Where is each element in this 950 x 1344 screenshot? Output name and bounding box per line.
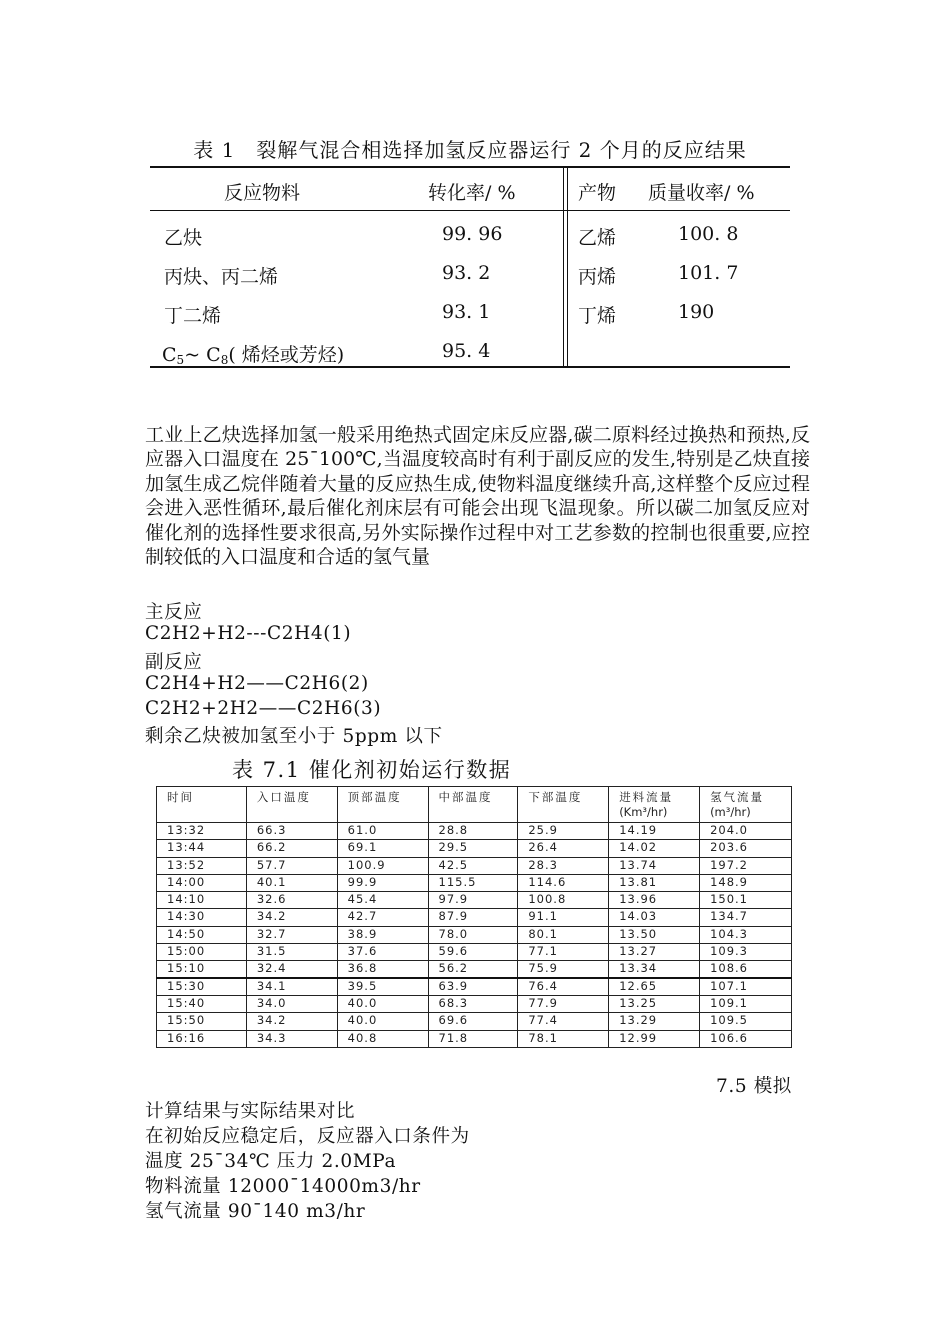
side-reaction-equation-1: C2H4+H2——C2H6(2) bbox=[145, 673, 369, 694]
feed-flow-unit: (Km³/hr) bbox=[619, 805, 668, 819]
cell-bottom-temp: 28.3 bbox=[518, 857, 609, 874]
reactant-conversion: 95. 4 bbox=[442, 340, 491, 362]
cell-middle-temp: 87.9 bbox=[428, 909, 518, 926]
reactant-name: 丁二烯 bbox=[164, 305, 222, 327]
cell-inlet-temp: 31.5 bbox=[246, 944, 337, 961]
table1-header-rule bbox=[150, 210, 790, 211]
product-name: 乙烯 bbox=[578, 227, 617, 249]
cell-time: 14:50 bbox=[157, 926, 247, 943]
table-row bbox=[157, 961, 792, 978]
table1-caption: 表 1 裂解气混合相选择加氢反应器运行 2 个月的反应结果 bbox=[193, 138, 747, 162]
cell-time: 13:32 bbox=[157, 823, 247, 840]
cell-top-temp: 99.9 bbox=[337, 874, 428, 891]
cell-middle-temp: 78.0 bbox=[428, 926, 518, 943]
section-number-title: 7.5 模拟 bbox=[716, 1076, 792, 1097]
cell-feed-flow: 13.29 bbox=[609, 1013, 700, 1030]
cell-bottom-temp: 78.1 bbox=[518, 1030, 609, 1047]
header-bottom-temp: 下部温度 bbox=[518, 787, 609, 823]
product-name: 丁烯 bbox=[578, 305, 617, 327]
cell-time: 14:00 bbox=[157, 874, 247, 891]
cell-top-temp: 40.0 bbox=[337, 995, 428, 1012]
section-title-continuation: 计算结果与实际结果对比 bbox=[145, 1101, 356, 1122]
cell-inlet-temp: 32.7 bbox=[246, 926, 337, 943]
table-row bbox=[157, 874, 792, 891]
cell-bottom-temp: 76.4 bbox=[518, 978, 609, 995]
cell-top-temp: 37.6 bbox=[337, 944, 428, 961]
cell-inlet-temp: 32.4 bbox=[246, 961, 337, 978]
cell-feed-flow: 13.81 bbox=[609, 874, 700, 891]
cell-middle-temp: 28.8 bbox=[428, 823, 518, 840]
c8-subscript: 8 bbox=[220, 353, 229, 367]
main-reaction-label: 主反应 bbox=[145, 602, 203, 623]
header-material: 反应物料 bbox=[224, 182, 301, 204]
header-yield: 质量收率/ % bbox=[648, 182, 755, 204]
c5-subscript: 5 bbox=[176, 353, 185, 367]
hydrogen-flow-line: 氢气流量 90¯140 m3/hr bbox=[145, 1201, 366, 1222]
cell-feed-flow: 13.74 bbox=[609, 857, 700, 874]
cell-h2-flow: 109.3 bbox=[700, 944, 792, 961]
cell-bottom-temp: 77.1 bbox=[518, 944, 609, 961]
cell-bottom-temp: 77.9 bbox=[518, 995, 609, 1012]
cell-feed-flow: 12.65 bbox=[609, 978, 700, 995]
reactant-conversion: 93. 2 bbox=[442, 262, 491, 284]
header-inlet-temp: 入口温度 bbox=[246, 787, 337, 823]
cell-time: 15:10 bbox=[157, 961, 247, 978]
cell-time: 15:40 bbox=[157, 995, 247, 1012]
cell-bottom-temp: 25.9 bbox=[518, 823, 609, 840]
cell-feed-flow: 13.50 bbox=[609, 926, 700, 943]
cell-middle-temp: 97.9 bbox=[428, 892, 518, 909]
cell-inlet-temp: 34.1 bbox=[246, 978, 337, 995]
cell-time: 15:30 bbox=[157, 978, 247, 995]
product-yield: 190 bbox=[678, 301, 715, 323]
cell-middle-temp: 115.5 bbox=[428, 874, 518, 891]
table-row bbox=[157, 944, 792, 961]
table-header-row bbox=[157, 787, 792, 823]
tilde-c: ~ C bbox=[184, 344, 221, 366]
cell-h2-flow: 109.5 bbox=[700, 1013, 792, 1030]
cell-bottom-temp: 26.4 bbox=[518, 840, 609, 857]
cell-middle-temp: 56.2 bbox=[428, 961, 518, 978]
reactant-name: 丙炔、丙二烯 bbox=[164, 266, 279, 288]
table-row bbox=[157, 909, 792, 926]
cell-middle-temp: 29.5 bbox=[428, 840, 518, 857]
table-row bbox=[157, 926, 792, 943]
cell-feed-flow: 14.03 bbox=[609, 909, 700, 926]
cell-feed-flow: 14.02 bbox=[609, 840, 700, 857]
table1-top-rule bbox=[150, 166, 790, 168]
product-yield: 100. 8 bbox=[678, 223, 739, 245]
cell-middle-temp: 63.9 bbox=[428, 978, 518, 995]
reactant-name-c5-c8 bbox=[162, 340, 344, 367]
table-row bbox=[157, 840, 792, 857]
header-feed-flow bbox=[609, 787, 700, 823]
catalyst-data-table bbox=[156, 786, 792, 1048]
cell-bottom-temp: 80.1 bbox=[518, 926, 609, 943]
cell-top-temp: 40.0 bbox=[337, 1013, 428, 1030]
c5-symbol: C bbox=[162, 344, 177, 366]
table1 bbox=[150, 166, 790, 370]
h2-flow-unit: (m³/hr) bbox=[710, 805, 751, 819]
table-row bbox=[157, 978, 792, 995]
cell-h2-flow: 197.2 bbox=[700, 857, 792, 874]
header-time: 时间 bbox=[157, 787, 247, 823]
side-reaction-label: 副反应 bbox=[145, 652, 203, 673]
header-h2-flow bbox=[700, 787, 792, 823]
cell-inlet-temp: 66.3 bbox=[246, 823, 337, 840]
cell-top-temp: 69.1 bbox=[337, 840, 428, 857]
header-conversion: 转化率/ % bbox=[428, 182, 516, 204]
cell-time: 16:16 bbox=[157, 1030, 247, 1047]
cell-time: 15:50 bbox=[157, 1013, 247, 1030]
table-row bbox=[157, 995, 792, 1012]
cell-feed-flow: 12.99 bbox=[609, 1030, 700, 1047]
cell-top-temp: 42.7 bbox=[337, 909, 428, 926]
cell-h2-flow: 148.9 bbox=[700, 874, 792, 891]
side-reaction-equation-2: C2H2+2H2——C2H6(3) bbox=[145, 698, 382, 719]
cell-time: 13:52 bbox=[157, 857, 247, 874]
cell-middle-temp: 59.6 bbox=[428, 944, 518, 961]
cell-inlet-temp: 34.2 bbox=[246, 909, 337, 926]
cell-feed-flow: 14.19 bbox=[609, 823, 700, 840]
product-name: 丙烯 bbox=[578, 266, 617, 288]
cell-inlet-temp: 34.3 bbox=[246, 1030, 337, 1047]
cell-time: 14:10 bbox=[157, 892, 247, 909]
cell-middle-temp: 71.8 bbox=[428, 1030, 518, 1047]
cell-h2-flow: 109.1 bbox=[700, 995, 792, 1012]
product-yield: 101. 7 bbox=[678, 262, 739, 284]
reactant-conversion: 93. 1 bbox=[442, 301, 491, 323]
c5-c8-desc: ( 烯烃或芳烃) bbox=[228, 344, 345, 366]
cell-bottom-temp: 77.4 bbox=[518, 1013, 609, 1030]
cell-h2-flow: 106.6 bbox=[700, 1030, 792, 1047]
cell-inlet-temp: 40.1 bbox=[246, 874, 337, 891]
reactant-conversion: 99. 96 bbox=[442, 223, 503, 245]
cell-top-temp: 100.9 bbox=[337, 857, 428, 874]
feed-flow-line: 物料流量 12000¯14000m3/hr bbox=[145, 1176, 421, 1197]
cell-top-temp: 40.8 bbox=[337, 1030, 428, 1047]
cell-top-temp: 36.8 bbox=[337, 961, 428, 978]
feed-flow-label: 进料流量 bbox=[619, 790, 674, 804]
cell-h2-flow: 134.7 bbox=[700, 909, 792, 926]
table-row bbox=[157, 823, 792, 840]
cell-inlet-temp: 32.6 bbox=[246, 892, 337, 909]
cell-middle-temp: 42.5 bbox=[428, 857, 518, 874]
inlet-conditions-intro: 在初始反应稳定后，反应器入口条件为 bbox=[145, 1126, 470, 1147]
cell-h2-flow: 108.6 bbox=[700, 961, 792, 978]
cell-feed-flow: 13.34 bbox=[609, 961, 700, 978]
cell-top-temp: 39.5 bbox=[337, 978, 428, 995]
table-row bbox=[157, 1013, 792, 1030]
table-body bbox=[157, 823, 792, 1048]
cell-h2-flow: 107.1 bbox=[700, 978, 792, 995]
temperature-pressure-line: 温度 25¯34℃ 压力 2.0MPa bbox=[145, 1151, 397, 1172]
header-product: 产物 bbox=[578, 182, 617, 204]
reactant-name: 乙炔 bbox=[164, 227, 203, 249]
cell-bottom-temp: 91.1 bbox=[518, 909, 609, 926]
cell-bottom-temp: 100.8 bbox=[518, 892, 609, 909]
cell-inlet-temp: 57.7 bbox=[246, 857, 337, 874]
main-reaction-equation: C2H2+H2---C2H4(1) bbox=[145, 623, 352, 644]
cell-inlet-temp: 34.0 bbox=[246, 995, 337, 1012]
cell-top-temp: 38.9 bbox=[337, 926, 428, 943]
cell-inlet-temp: 34.2 bbox=[246, 1013, 337, 1030]
residual-acetylene-note: 剩余乙炔被加氢至小于 5ppm 以下 bbox=[145, 726, 443, 747]
cell-time: 13:44 bbox=[157, 840, 247, 857]
cell-h2-flow: 150.1 bbox=[700, 892, 792, 909]
cell-inlet-temp: 66.2 bbox=[246, 840, 337, 857]
cell-top-temp: 61.0 bbox=[337, 823, 428, 840]
table-row bbox=[157, 1030, 792, 1047]
cell-h2-flow: 203.6 bbox=[700, 840, 792, 857]
cell-feed-flow: 13.96 bbox=[609, 892, 700, 909]
cell-bottom-temp: 75.9 bbox=[518, 961, 609, 978]
h2-flow-label: 氢气流量 bbox=[710, 790, 765, 804]
cell-h2-flow: 104.3 bbox=[700, 926, 792, 943]
cell-feed-flow: 13.25 bbox=[609, 995, 700, 1012]
cell-middle-temp: 69.6 bbox=[428, 1013, 518, 1030]
table-row bbox=[157, 857, 792, 874]
cell-h2-flow: 204.0 bbox=[700, 823, 792, 840]
header-top-temp: 顶部温度 bbox=[337, 787, 428, 823]
cell-bottom-temp: 114.6 bbox=[518, 874, 609, 891]
header-middle-temp: 中部温度 bbox=[428, 787, 518, 823]
cell-top-temp: 45.4 bbox=[337, 892, 428, 909]
table1-double-divider bbox=[563, 167, 568, 367]
body-paragraph: 工业上乙炔选择加氢一般采用绝热式固定床反应器,碳二原料经过换热和预热,反应器入口温度在 25¯100℃,当温度较高时有利于副反应的发生,特别是乙炔直接加氢生成乙烷伴随着大量的反应热生成,使物料温度继续升高,这样整个反应过程会进入恶性循环,最后催化剂床层有可能会出现飞温现象。所以碳二加氢反应对催化剂的选择性要求很高,另外实际操作过程中对工艺参数的控制也很重要,应控制较低的入口温度和合适的氢气量 bbox=[145, 424, 810, 569]
cell-time: 14:30 bbox=[157, 909, 247, 926]
cell-feed-flow: 13.27 bbox=[609, 944, 700, 961]
cell-time: 15:00 bbox=[157, 944, 247, 961]
table-row bbox=[157, 892, 792, 909]
cell-middle-temp: 68.3 bbox=[428, 995, 518, 1012]
table2-caption: 表 7.1 催化剂初始运行数据 bbox=[232, 758, 512, 782]
